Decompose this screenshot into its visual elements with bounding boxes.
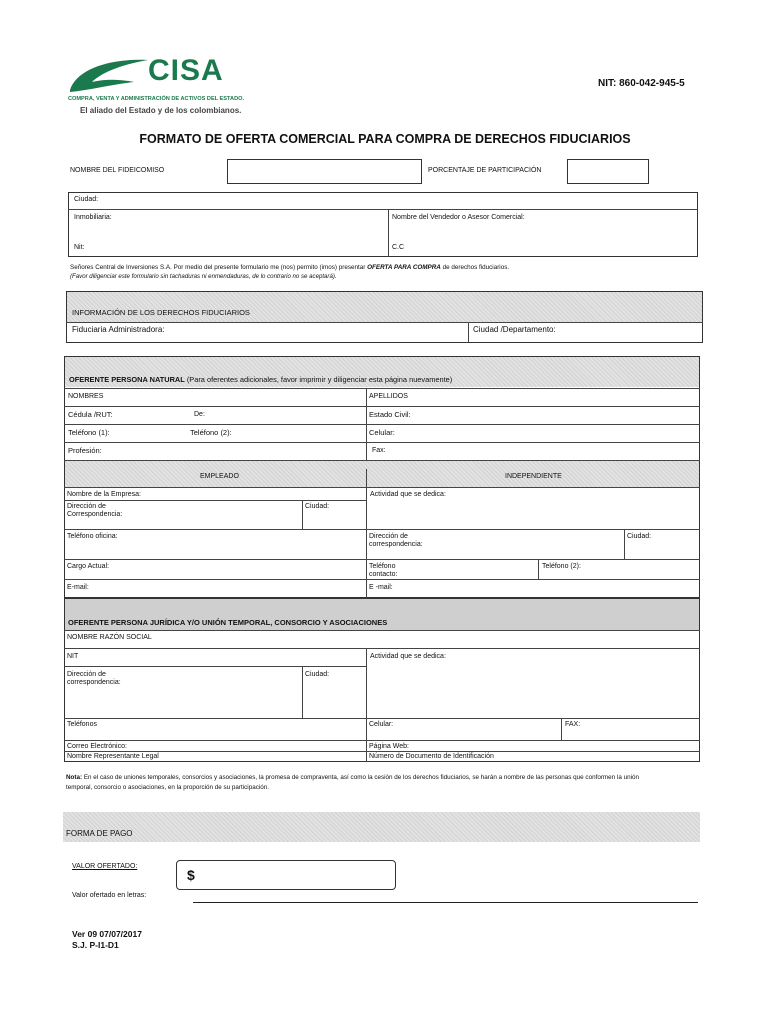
logo <box>68 54 245 120</box>
tel-contacto-field[interactable]: Teléfono contacto: <box>369 563 398 579</box>
de-field[interactable]: De: <box>194 411 205 418</box>
direccion-juridica-field[interactable]: Dirección de correspondencia: <box>67 671 121 687</box>
logo-tagline: COMPRA, VENTA Y ADMINISTRACIÓN DE ACTIVOS DEL ESTADO. <box>68 96 245 102</box>
correo-field[interactable]: Correo Electrónico: <box>67 743 127 750</box>
logo-text: CISA <box>148 54 224 87</box>
page-title: FORMATO DE OFERTA COMERCIAL PARA COMPRA DE DERECHOS FIDUCIARIOS <box>139 132 631 146</box>
forma-pago-heading: FORMA DE PAGO <box>66 829 133 838</box>
valor-ofertado-label: VALOR OFERTADO: <box>72 863 138 870</box>
natural-heading: OFERENTE PERSONA NATURAL (Para oferentes adicionales, favor imprimir y diligenciar esta página nuevamente) <box>69 375 453 384</box>
nit-header: NIT: 860-042-945-5 <box>598 78 685 89</box>
fiduciaria-field[interactable]: Fiduciaria Administradora: <box>72 325 165 334</box>
tel-oficina-field[interactable]: Teléfono oficina: <box>67 533 118 540</box>
code-text: S.J. P-I1-D1 <box>72 940 119 950</box>
cc-field[interactable]: C.C <box>392 244 405 251</box>
celular-field[interactable]: Celular: <box>369 428 395 437</box>
representante-field[interactable]: Nombre Representante Legal <box>67 753 159 760</box>
currency-symbol: $ <box>187 867 195 883</box>
email-empleado-field[interactable]: E-mail: <box>67 584 89 591</box>
nota-text-2: temporal, consorcio o asociaciones, en la proporción de su participación. <box>66 784 270 791</box>
empleado-heading: EMPLEADO <box>200 473 239 480</box>
inmobiliaria-field[interactable]: Inmobiliaria: <box>74 214 112 221</box>
independiente-heading: INDEPENDIENTE <box>505 473 562 480</box>
empresa-field[interactable]: Nombre de la Empresa: <box>67 491 141 498</box>
ciudad-empleado-field[interactable]: Ciudad: <box>305 503 330 510</box>
nota-text: Nota: En el caso de uniones temporales, consorcios y asociaciones, la promesa de compraventa, así como la cesión de los derechos fiduciarios, se harán a nombre de las personas que conformen la unión <box>66 774 639 781</box>
logo-swoosh-icon <box>68 56 150 96</box>
telefono1-field[interactable]: Teléfono (1): <box>68 428 110 437</box>
ciudad-departamento-field[interactable]: Ciudad /Departamento: <box>473 325 556 334</box>
nombres-field[interactable]: NOMBRES <box>68 393 104 400</box>
documento-field[interactable]: Número de Documento de Identificación <box>369 753 494 760</box>
fideicomiso-label: NOMBRE DEL FIDEICOMISO <box>70 167 165 174</box>
email-independiente-field[interactable]: E -mail: <box>369 584 393 591</box>
ciudad-independiente-field[interactable]: Ciudad: <box>627 533 652 540</box>
valor-ofertado-input[interactable] <box>176 860 396 890</box>
cargo-field[interactable]: Cargo Actual: <box>67 563 110 570</box>
nit-juridica-field[interactable]: NIT <box>67 653 79 660</box>
direccion-independiente-field[interactable]: Dirección de correspondencia: <box>369 533 423 549</box>
nit-field[interactable]: Nit: <box>74 244 85 251</box>
general-info-box <box>68 192 698 257</box>
ciudad-juridica-field[interactable]: Ciudad: <box>305 671 330 678</box>
telefono2-field[interactable]: Teléfono (2): <box>190 428 232 437</box>
valor-letras-label: Valor ofertado en letras: <box>72 892 147 899</box>
actividad-juridica-field[interactable]: Actividad que se dedica: <box>370 653 446 660</box>
fax-field[interactable]: Fax: <box>372 447 386 454</box>
tel2-independiente-field[interactable]: Teléfono (2): <box>542 563 581 570</box>
profesion-field[interactable]: Profesión: <box>68 446 102 455</box>
fideicomiso-input[interactable] <box>227 159 422 184</box>
intro-note: (Favor diligenciar este formulario sin tachaduras ni enmendaduras, de lo contrario no se aceptará). <box>70 273 337 280</box>
cedula-field[interactable]: Cédula /RUT: <box>68 410 113 419</box>
direccion-empleado-field[interactable]: Dirección de Correspondencia: <box>67 503 123 519</box>
pagina-web-field[interactable]: Página Web: <box>369 743 409 750</box>
participacion-label: PORCENTAJE DE PARTICIPACIÓN <box>428 167 542 174</box>
celular-juridica-field[interactable]: Celular: <box>369 721 394 728</box>
version-text: Ver 09 07/07/2017 <box>72 929 142 939</box>
telefonos-field[interactable]: Teléfonos <box>67 721 97 728</box>
apellidos-field[interactable]: APELLIDOS <box>369 393 408 400</box>
vendedor-field[interactable]: Nombre del Vendedor o Asesor Comercial: <box>392 214 525 221</box>
actividad-field[interactable]: Actividad que se dedica: <box>370 491 446 498</box>
intro-text: Señores Central de Inversiones S.A. Por medio del presente formulario me (nos) permito (imos) presentar OFERTA PARA COMPRA de derechos fiduciarios. <box>70 264 510 271</box>
fax-juridica-field[interactable]: FAX: <box>565 721 581 728</box>
participacion-input[interactable] <box>567 159 649 184</box>
estado-civil-field[interactable]: Estado Civil: <box>369 410 411 419</box>
logo-slogan: El aliado del Estado y de los colombianos. <box>80 106 242 115</box>
valor-letras-line[interactable] <box>193 902 698 903</box>
derechos-heading: INFORMACIÓN DE LOS DERECHOS FIDUCIARIOS <box>72 308 250 317</box>
ciudad-field[interactable]: Ciudad: <box>74 196 99 203</box>
juridica-heading: OFERENTE PERSONA JURÍDICA Y/O UNIÓN TEMPORAL, CONSORCIO Y ASOCIACIONES <box>68 618 388 627</box>
razon-social-field[interactable]: NOMBRE RAZÓN SOCIAL <box>67 634 152 641</box>
